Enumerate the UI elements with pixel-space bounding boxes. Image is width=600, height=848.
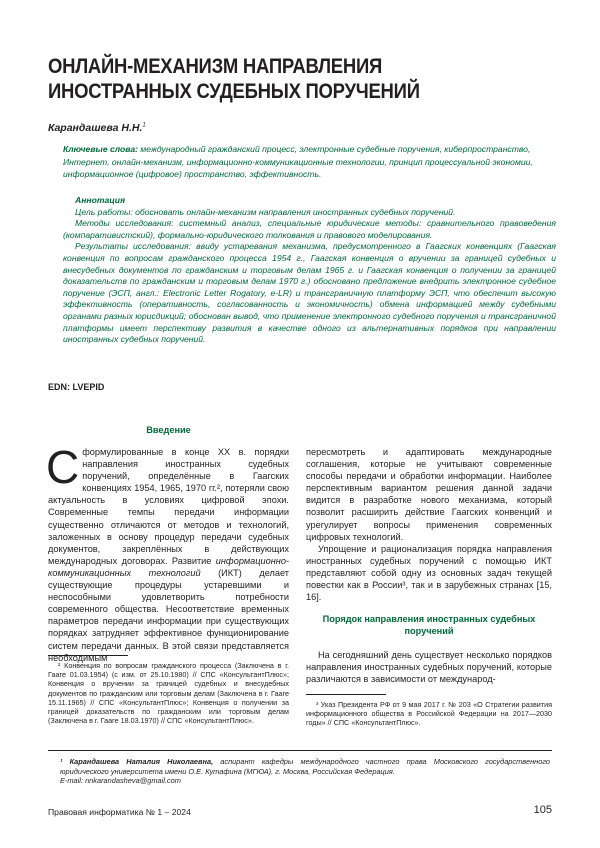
footnote-rule-right [306,694,386,695]
footnote-3 [306,700,552,728]
article-title: ОНЛАЙН-МЕХАНИЗМ НАПРАВЛЕНИЯ ИНОСТРАННЫХ СУДЕБНЫХ ПОРУЧЕНИЙ [48,54,420,103]
bio-name: ¹ Карандашева Наталия Николаевна, [60,757,214,766]
edn-code: EDN: LVEPID [48,382,105,392]
abstract-heading: Аннотация [75,195,126,205]
bio-email[interactable]: nnkarandasheva@gmail.com [85,776,181,786]
abstract-goal: Цель работы: обосновать онлайн-механизм направления иностранных судебных поручений. [75,206,456,217]
bio-rule [48,750,552,751]
abstract-results: Результаты исследования: ввиду устаревания механизма, предусмотренного в Гаагских конвенциях (Гаагская конвенция по вопросам гражданского процесса 1954 г., Гаагская конвенция о вручении за границей судебных и внесудебных документов по гражданским и торговым делам 1965 г. и Гаагская конвенция о получении за границей доказательств по гражданским и торговым делам 1970 г.) обосновано предложение внедрить электронное судебное поручение (ЭСП, англ.: Electronic Letter Rogatory, e-LR) и трансграничную платформу ЭСП, что обеспечит высокую эффективность (оперативность, согласованность и экономичность) обмена информацией между судебными органами разных юрисдикций; обоснован вывод, что применение электронного судебного поручения и трансграничной платформы имеет перспективу развития в качестве одного из альтернативных порядков при направлении иностранных судебных поручений. [63,241,556,345]
paragraph-continued: пересмотреть и адаптировать международные соглашения, которые не учитывают современные способы передачи и обработки информации. Наиболее перспективным вариантом решения данной задачи видится в разработке нового механизма, который позволит расширить действие Гаагских конвенций и урегулирует вопросы применения современных цифровых технологий. [306,447,552,542]
abstract-methods: Методы исследования: системный анализ, специальные юридические методы: сравнительного правоведения (компаративистский), формально-юридического толкования и правового моделирования. [63,218,556,240]
section-heading-procedure: Порядок направления иностранных судебных поручений [322,614,536,636]
intro-paragraph [46,441,289,664]
abstract [63,195,556,346]
procedure-text: На сегодняшний день существует несколько порядков направления иностранных судебных поручений, которые различаются в зависимости от международ- [306,650,552,685]
author [48,122,146,134]
column-left [46,441,289,664]
intro-text-1: формулированные в конце XX в. порядки направления иностранных судебных поручений, определённые в Гаагских конвенциях 1954, 1965, 1970 гг.², потеряли свою актуальность в условиях цифровой эпохи. Современные темпы передачи информации существенно отличаются от методов и технологий, заложенных в основу процедур передачи судебных документов, закреплённых в действующих международных договорах. Развитие [48,447,289,566]
footnote-3-text: ³ Указ Президента РФ от 9 мая 2017 г. № 203 «О Стратегии развития информационного общества в Российской Федерации на 2017—2030 годы» // СПС «КонсультантПлюс». [306,700,552,728]
dropcap: С [46,441,80,493]
footnote-rule-left [48,655,128,656]
journal-footer: Правовая информатика № 1 – 2024 [48,807,191,817]
author-bio [60,757,550,786]
intro-text-2: (ИКТ) делает существующие процедуры устаревшими и неспособными удовлетворить потребности современного общества. Несоответствие временных параметров передачи информации при существующих порядках затрудняет эффективное функционирование систем передачи данных. В этой связи представляется необходимым [48,567,289,663]
footnote-2-text: ² Конвенция по вопросам гражданского процесса (Заключена в г. Гааге 01.03.1954) (с изм. от 25.10.1980) // СПС «КонсультантПлюс»; Конвенция о вручении за границей судебных и внесудебных документов по гражданским или торговым делам (Заключена в г. Гааге 15.11.1965) // СПС «КонсультантПлюс»; Конвенция о получении за границей доказательств по гражданским или торговым делам (Заключена в г. Гааге 18.03.1970) // СПС «КонсультантПлюс». [48,661,289,726]
keywords-label: Ключевые слова: [63,144,138,154]
bio-text: аспирант кафедры международного частного права Московского государственного юридического университета имени О.Е. Кутафина (МГЮА), г. Москва, Российская Федерация. [60,757,550,776]
paragraph-procedure [306,649,552,685]
intro-text-italic: информационно-коммуникационных технологий [48,555,289,578]
footnote-2 [48,661,289,725]
keywords [63,143,556,181]
page-number: 105 [533,804,552,816]
author-footnote-mark: 1 [142,122,146,129]
keywords-text: международный гражданский процесс, электронные судебные поручения, киберпространство, Интернет, онлайн-механизм, информационно-коммуникационные технологии, принцип процессуальной экономии, информационное (цифровое) пространство, эффективность. [63,144,533,179]
column-right [306,446,552,603]
intro-heading: Введение [146,425,191,435]
bio-email-label: E-mail: [60,776,86,786]
author-name: Карандашева Н.Н. [48,122,143,134]
paragraph-simplification: Упрощение и рационализация порядка направления иностранных судебных поручений с помощью ИКТ представляют собой одну из основных задач текущей повестки как в России³, так и в зарубежных странах [15, 16]. [306,543,552,603]
